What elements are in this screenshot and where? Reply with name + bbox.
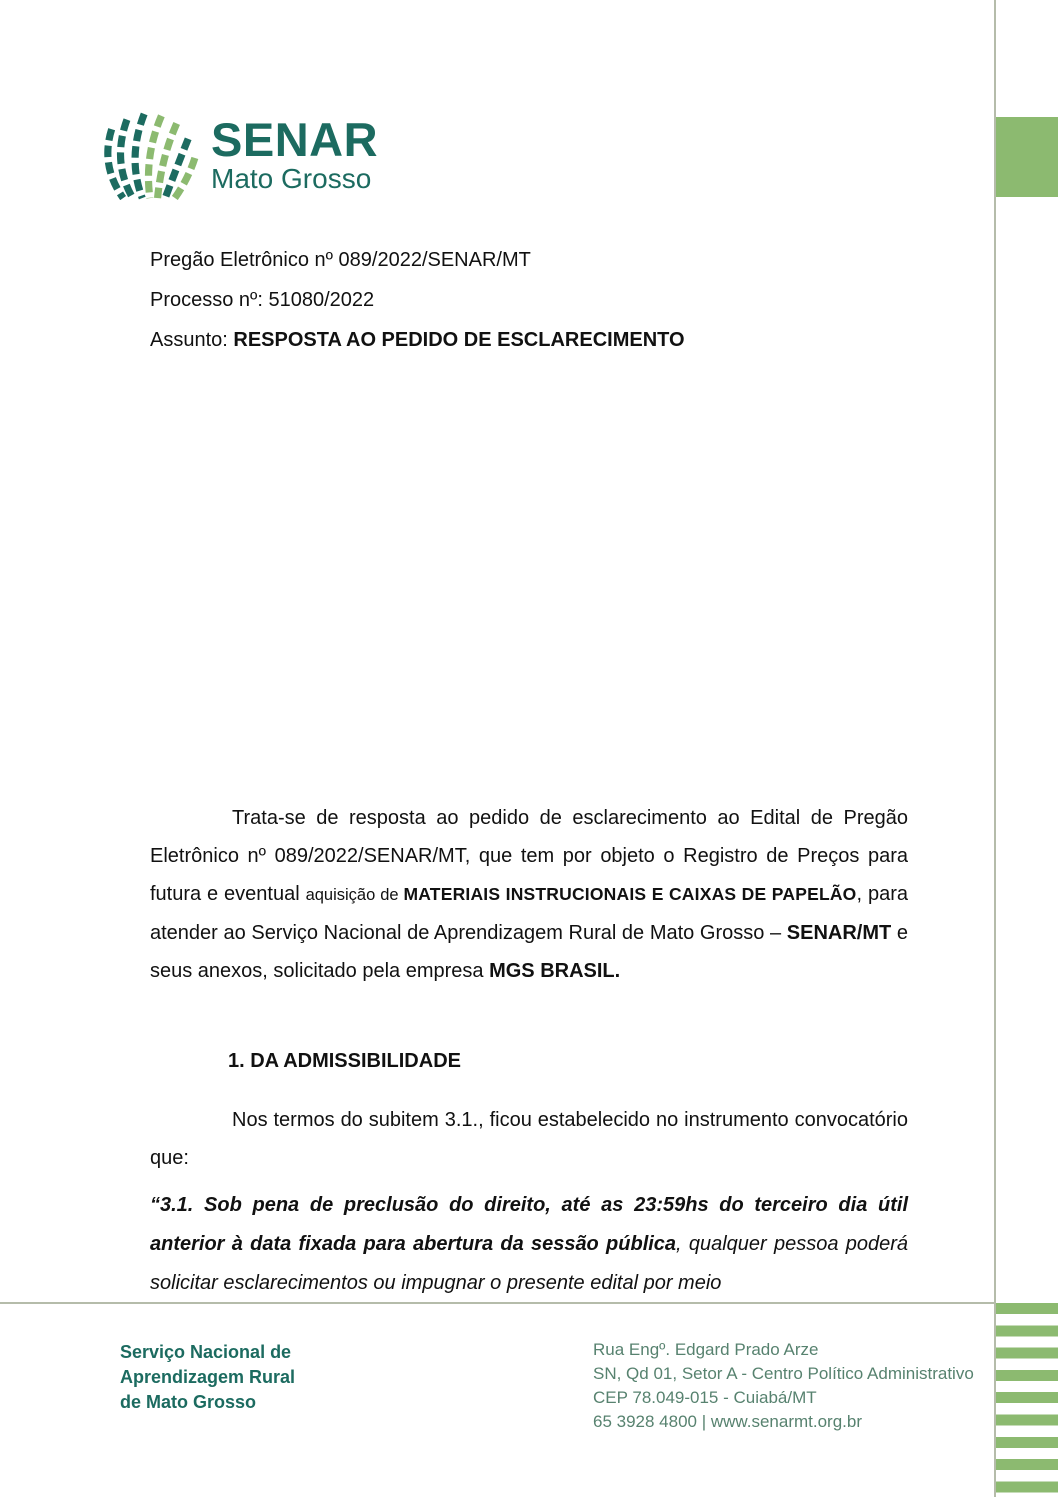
intro-object-caps: MATERIAIS INSTRUCIONAIS E CAIXAS DE PAPELÃO: [403, 884, 857, 904]
subject-value: RESPOSTA AO PEDIDO DE ESCLARECIMENTO: [233, 329, 685, 351]
footer-org-line: de Mato Grosso: [120, 1392, 257, 1412]
corner-stripes: [996, 1303, 1058, 1497]
admissibility-heading: 1. DA ADMISSIBILIDADE: [228, 1050, 461, 1072]
footer-address: [593, 1338, 974, 1434]
intro-paragraph: [150, 799, 908, 990]
logo-region-text: Mato Grosso: [211, 163, 372, 194]
footer-org-line: Aprendizagem Rural: [120, 1367, 296, 1387]
intro-seg-small: aquisição de: [305, 886, 404, 904]
doc-number-line: Pregão Eletrônico nº 089/2022/SENAR/MT: [150, 249, 531, 271]
terms-paragraph: Nos termos do subitem 3.1., ficou estabelecido no instrumento convocatório que:: [150, 1109, 908, 1169]
senar-logo: [95, 112, 378, 200]
doc-header: [150, 240, 910, 360]
senar-logo-icon: [95, 112, 201, 200]
intro-seg-4: , para atender ao Serviço Nacional de Aprendizagem Rural de Mato Grosso –: [150, 883, 908, 944]
process-number-line: Processo nº: 51080/2022: [150, 289, 375, 311]
corner-accent-square: [996, 117, 1058, 197]
intro-senar-mt: SENAR/MT: [786, 922, 892, 944]
footer-org-line: Serviço Nacional de: [120, 1342, 292, 1362]
intro-seg-1: Trata-se de resposta ao pedido de esclarecimento ao Edital de Pregão Eletrônico nº 089/2022/SENAR/MT, que tem por objeto o Registro de Preços para futura e eventual: [150, 807, 908, 905]
footer-address-line: SN, Qd 01, Setor A - Centro Político Administrativo: [593, 1364, 974, 1383]
edital-quote: [150, 1186, 908, 1303]
footer-address-line: 65 3928 4800 | www.senarmt.org.br: [593, 1412, 863, 1431]
intro-seg-6: e seus anexos, solicitado pela empresa: [150, 922, 908, 982]
quote-italic-seg: , qualquer pessoa poderá solicitar esclarecimentos ou impugnar o presente edital por meio: [150, 1233, 908, 1294]
quote-bold-italic-seg: “3.1. Sob pena de preclusão do direito, até as 23:59hs do terceiro dia útil anterior à data fixada para abertura da sessão pública: [150, 1194, 908, 1255]
footer-address-line: Rua Engº. Edgard Prado Arze: [593, 1340, 819, 1359]
logo-wordmark: [211, 113, 379, 194]
footer-org-name: [120, 1340, 295, 1415]
subject-line: [150, 320, 910, 360]
footer-address-line: CEP 78.049-015 - Cuiabá/MT: [593, 1388, 817, 1407]
subject-label: Assunto:: [150, 329, 234, 351]
logo-brand-text: SENAR: [211, 113, 379, 166]
right-edge-line: [994, 0, 996, 1497]
intro-company-name: MGS BRASIL.: [489, 960, 621, 982]
footer-divider: [0, 1302, 996, 1304]
